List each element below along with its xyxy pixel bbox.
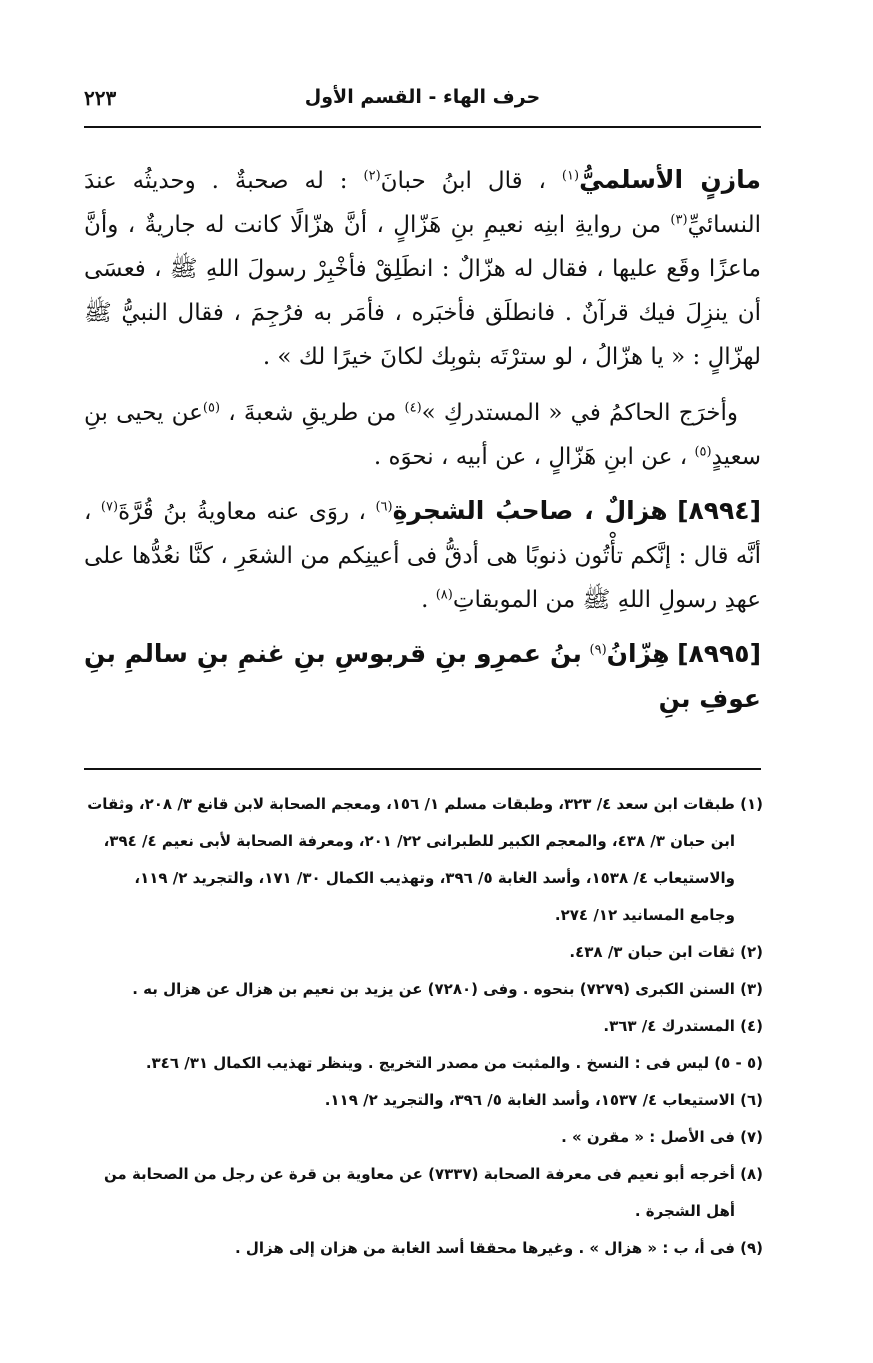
entry-name: هزالٌ ، صاحبُ الشجرةِ — [392, 496, 668, 525]
footnote-ref: (٢) — [363, 168, 381, 184]
entry-8995 — [84, 632, 761, 722]
header-rule — [84, 126, 761, 128]
page-header — [84, 86, 761, 118]
footnote-ref: (٥) — [202, 400, 221, 416]
footnote-rule — [84, 768, 761, 770]
footnote-ref: (١) — [561, 168, 580, 184]
entry-name: هِزّانُ — [606, 639, 670, 668]
paragraph-text: ، عن ابنِ هَزّالٍ ، عن أبيه ، نحوَه . — [373, 444, 688, 470]
paragraph-text: ، قال ابنُ حبانَ — [380, 168, 546, 194]
paragraph-text: من روايةِ ابنِه نعيمِ بنِ هَزّالٍ ، أنَّ هزّالًا كانت له جاريةٌ ، وأنَّ ماعزًا وقَع عليها ، فقال له هزّالٌ : انطَلِقْ فأخْبِرْ رسولَ اللهِ ﷺ ، فعسَى أن ينزِلَ فيك قرآنٌ . فانطلَق فأخبَره ، فأمَر به فرُجِمَ ، فقال النبيُّ ﷺ لهزّالٍ : « يا هزّالُ ، لو سترْتَه بثوبِك لكانَ خيرًا لك » . — [84, 212, 761, 370]
footnote-item: (٩) فى أ، ب : « هزال » . وغيرها محققا أسد الغابة من هزان إلى هزال . — [234, 1239, 763, 1257]
footnote-item: (٢) ثقات ابن حبان ٣/ ٤٣٨. — [569, 943, 763, 961]
footnote-item: (٧) فى الأصل : « مقرن » . — [561, 1128, 763, 1146]
footnote-ref: (٧) — [100, 499, 119, 515]
paragraph-text: وأخرَج الحاكمُ في « المستدركِ » — [421, 400, 739, 426]
paragraph-text: ، أنَّه قال : إنَّكم تأْتُون ذنوبًا هى أدقُّ فى أعينِكم من الشعَرِ ، كنَّا نعُدُّها على عهدِ رسولِ اللهِ ﷺ من الموبقاتِ — [84, 499, 761, 613]
paragraph-mazin — [84, 158, 761, 379]
paragraph-text: عن يحيى بنِ سعيدٍ — [84, 400, 761, 470]
paragraph-text: من طريقِ شعبةَ ، — [228, 400, 397, 426]
footnote-ref: (٨) — [435, 587, 453, 603]
entry-number: [٨٩٩٥] — [677, 639, 762, 668]
main-text — [84, 158, 761, 722]
footnote-item: (٥ - ٥) ليس فى : النسخ . والمثبت من مصدر التخريج . وينظر تهذيب الكمال ٣١/ ٣٤٦. — [145, 1054, 763, 1072]
footnote-item: (٨) أخرجه أبو نعيم فى معرفة الصحابة (٧٣٣٧) عن معاوية بن قرة عن رجل من الصحابة من أهل الشجرة . — [103, 1165, 763, 1220]
footnote-ref: (٩) — [589, 642, 607, 658]
footnote-ref: (٦) — [375, 499, 393, 515]
entry-8994 — [84, 489, 761, 622]
paragraph-text: : له صحبةٌ . وحديثُه عندَ النسائيِّ — [84, 168, 761, 238]
footnote-item: (٤) المستدرك ٤/ ٣٦٣. — [603, 1017, 763, 1035]
footnote-ref: (٣) — [670, 212, 688, 228]
footnote-ref: (٤) — [404, 400, 422, 416]
entry-number: [٨٩٩٤] — [677, 496, 762, 525]
footnote-item: (٣) السنن الكبرى (٧٢٧٩) بنحوه . وفى (٧٢٨٠) عن يزيد بن نعيم بن هزال عن هزال به . — [132, 980, 763, 998]
footnotes — [84, 786, 763, 1267]
paragraph-text: . — [421, 587, 429, 613]
footnote-item: (٦) الاستيعاب ٤/ ١٥٣٧، وأسد الغابة ٥/ ٣٩٦، والتجريد ٢/ ١١٩. — [324, 1091, 763, 1109]
paragraph-text: ، روَى عنه معاويةُ بنُ قُرَّةَ — [118, 499, 366, 525]
page-number: ٢٢٣ — [84, 86, 117, 110]
footnote-item: (١) طبقات ابن سعد ٤/ ٣٢٣، وطبقات مسلم ١/ ١٥٦، ومعجم الصحابة لابن قانع ٣/ ٢٠٨، وثقات ابن حبان ٣/ ٤٣٨، والمعجم الكبير للطبرانى ٢٢/ ٢٠١، ومعرفة الصحابة لأبى نعيم ٤/ ٣٩٤، والاستيعاب ٤/ ١٥٣٨، وأسد الغابة ٥/ ٣٩٦، وتهذيب الكمال ٣٠/ ١٧١، والتجريد ٢/ ١١٩، وجامع المسانيد ١٢/ ٢٧٤. — [87, 795, 763, 924]
paragraph-hakim — [84, 391, 761, 479]
entry-lineage: بنُ عمرِو بنِ قربوسِ بنِ غنمِ بنِ سالمِ بنِ عوفِ بنِ — [84, 639, 761, 713]
entry-name: مازنٍ الأسلميُّ — [579, 165, 762, 194]
running-title: حرف الهاء - القسم الأول — [304, 86, 541, 108]
footnote-ref: (٥) — [694, 444, 712, 460]
